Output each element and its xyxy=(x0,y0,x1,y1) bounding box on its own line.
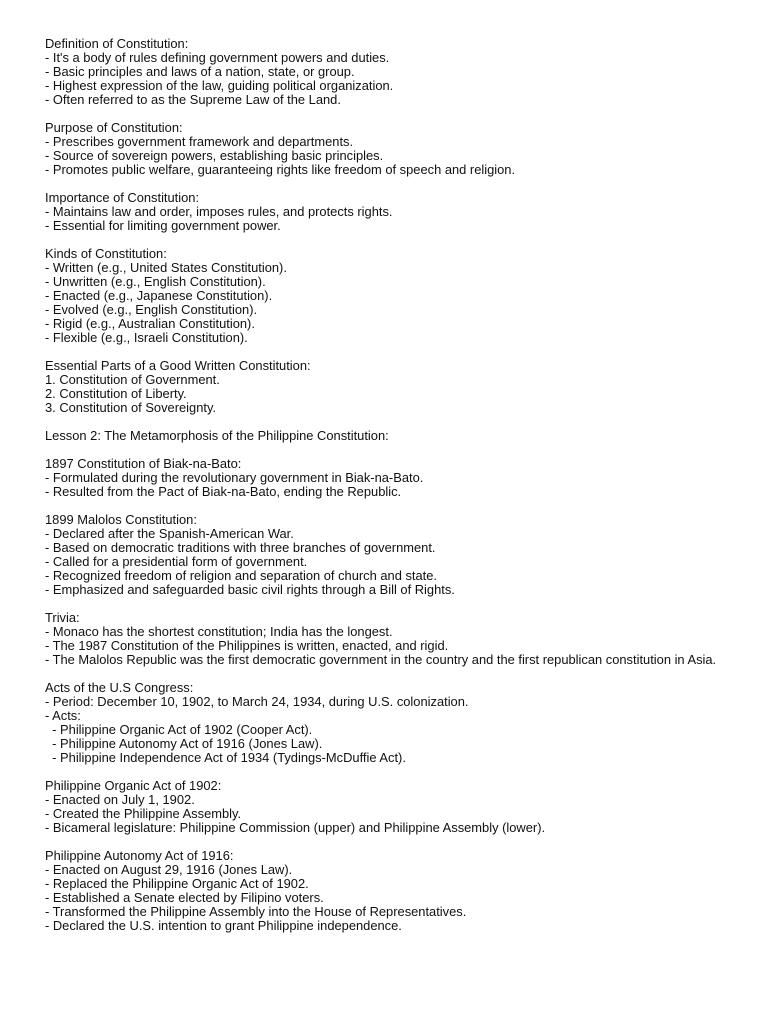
section-trivia xyxy=(45,611,735,667)
list-item: - Essential for limiting government power. xyxy=(45,218,281,233)
list-item: - Established a Senate elected by Filipino voters. xyxy=(45,890,324,905)
list-item: - Declared after the Spanish-American War. xyxy=(45,526,294,541)
list-item: - Philippine Independence Act of 1934 (Tydings-McDuffie Act). xyxy=(45,750,406,765)
list-item: 2. Constitution of Liberty. xyxy=(45,386,187,401)
section-heading: Philippine Autonomy Act of 1916: xyxy=(45,848,234,863)
section-heading: Acts of the U.S Congress: xyxy=(45,680,194,695)
section-autonomy-act-1916 xyxy=(45,849,735,933)
section-purpose xyxy=(45,121,735,177)
list-item: - Bicameral legislature: Philippine Commission (upper) and Philippine Assembly (lower). xyxy=(45,820,546,835)
list-item: - Based on democratic traditions with three branches of government. xyxy=(45,540,436,555)
section-essential-parts xyxy=(45,359,735,415)
list-item: - Enacted (e.g., Japanese Constitution). xyxy=(45,288,273,303)
list-item: - Acts: xyxy=(45,708,81,723)
list-item: - Rigid (e.g., Australian Constitution). xyxy=(45,316,255,331)
list-item: - Transformed the Philippine Assembly into the House of Representatives. xyxy=(45,904,467,919)
list-item: - Basic principles and laws of a nation, state, or group. xyxy=(45,64,355,79)
list-item: - Prescribes government framework and departments. xyxy=(45,134,354,149)
list-item: - Unwritten (e.g., English Constitution). xyxy=(45,274,266,289)
list-item: - Highest expression of the law, guiding political organization. xyxy=(45,78,394,93)
list-item: - Enacted on August 29, 1916 (Jones Law). xyxy=(45,862,293,877)
section-heading: Purpose of Constitution: xyxy=(45,120,183,135)
section-heading: Trivia: xyxy=(45,610,80,625)
list-item: - Enacted on July 1, 1902. xyxy=(45,792,195,807)
list-item: - Emphasized and safeguarded basic civil rights through a Bill of Rights. xyxy=(45,582,455,597)
section-heading: 1897 Constitution of Biak-na-Bato: xyxy=(45,456,242,471)
section-heading: Importance of Constitution: xyxy=(45,190,200,205)
section-heading: 1899 Malolos Constitution: xyxy=(45,512,197,527)
section-heading: Definition of Constitution: xyxy=(45,36,189,51)
list-item: - Philippine Organic Act of 1902 (Cooper Act). xyxy=(45,722,313,737)
list-item: - Called for a presidential form of government. xyxy=(45,554,308,569)
section-malolos xyxy=(45,513,735,597)
list-item: 1. Constitution of Government. xyxy=(45,372,220,387)
list-item: - Period: December 10, 1902, to March 24, 1934, during U.S. colonization. xyxy=(45,694,469,709)
list-item: - Replaced the Philippine Organic Act of 1902. xyxy=(45,876,309,891)
document-body xyxy=(45,37,735,947)
list-item: - Often referred to as the Supreme Law of the Land. xyxy=(45,92,341,107)
list-item: - Philippine Autonomy Act of 1916 (Jones Law). xyxy=(45,736,323,751)
section-kinds xyxy=(45,247,735,345)
section-heading: Kinds of Constitution: xyxy=(45,246,167,261)
list-item: - Evolved (e.g., English Constitution). xyxy=(45,302,258,317)
list-item: - Declared the U.S. intention to grant Philippine independence. xyxy=(45,918,402,933)
list-item: - Maintains law and order, imposes rules, and protects rights. xyxy=(45,204,393,219)
list-item: - Flexible (e.g., Israeli Constitution). xyxy=(45,330,248,345)
section-heading: Philippine Organic Act of 1902: xyxy=(45,778,222,793)
list-item: - It's a body of rules defining government powers and duties. xyxy=(45,50,390,65)
list-item: - The Malolos Republic was the first democratic government in the country and the first republican constitution in Asia. xyxy=(45,652,717,667)
section-heading: Essential Parts of a Good Written Constitution: xyxy=(45,358,311,373)
section-biak-na-bato xyxy=(45,457,735,499)
section-us-congress-acts xyxy=(45,681,735,765)
section-importance xyxy=(45,191,735,233)
section-definition xyxy=(45,37,735,107)
section-heading: Lesson 2: The Metamorphosis of the Philippine Constitution: xyxy=(45,428,389,443)
section-lesson-2 xyxy=(45,429,735,443)
list-item: - The 1987 Constitution of the Philippines is written, enacted, and rigid. xyxy=(45,638,449,653)
list-item: - Resulted from the Pact of Biak-na-Bato, ending the Republic. xyxy=(45,484,402,499)
list-item: - Formulated during the revolutionary government in Biak-na-Bato. xyxy=(45,470,424,485)
list-item: - Source of sovereign powers, establishing basic principles. xyxy=(45,148,384,163)
list-item: 3. Constitution of Sovereignty. xyxy=(45,400,217,415)
list-item: - Recognized freedom of religion and separation of church and state. xyxy=(45,568,437,583)
list-item: - Promotes public welfare, guaranteeing rights like freedom of speech and religion. xyxy=(45,162,516,177)
list-item: - Monaco has the shortest constitution; India has the longest. xyxy=(45,624,393,639)
list-item: - Written (e.g., United States Constitution). xyxy=(45,260,287,275)
section-organic-act-1902 xyxy=(45,779,735,835)
list-item: - Created the Philippine Assembly. xyxy=(45,806,242,821)
